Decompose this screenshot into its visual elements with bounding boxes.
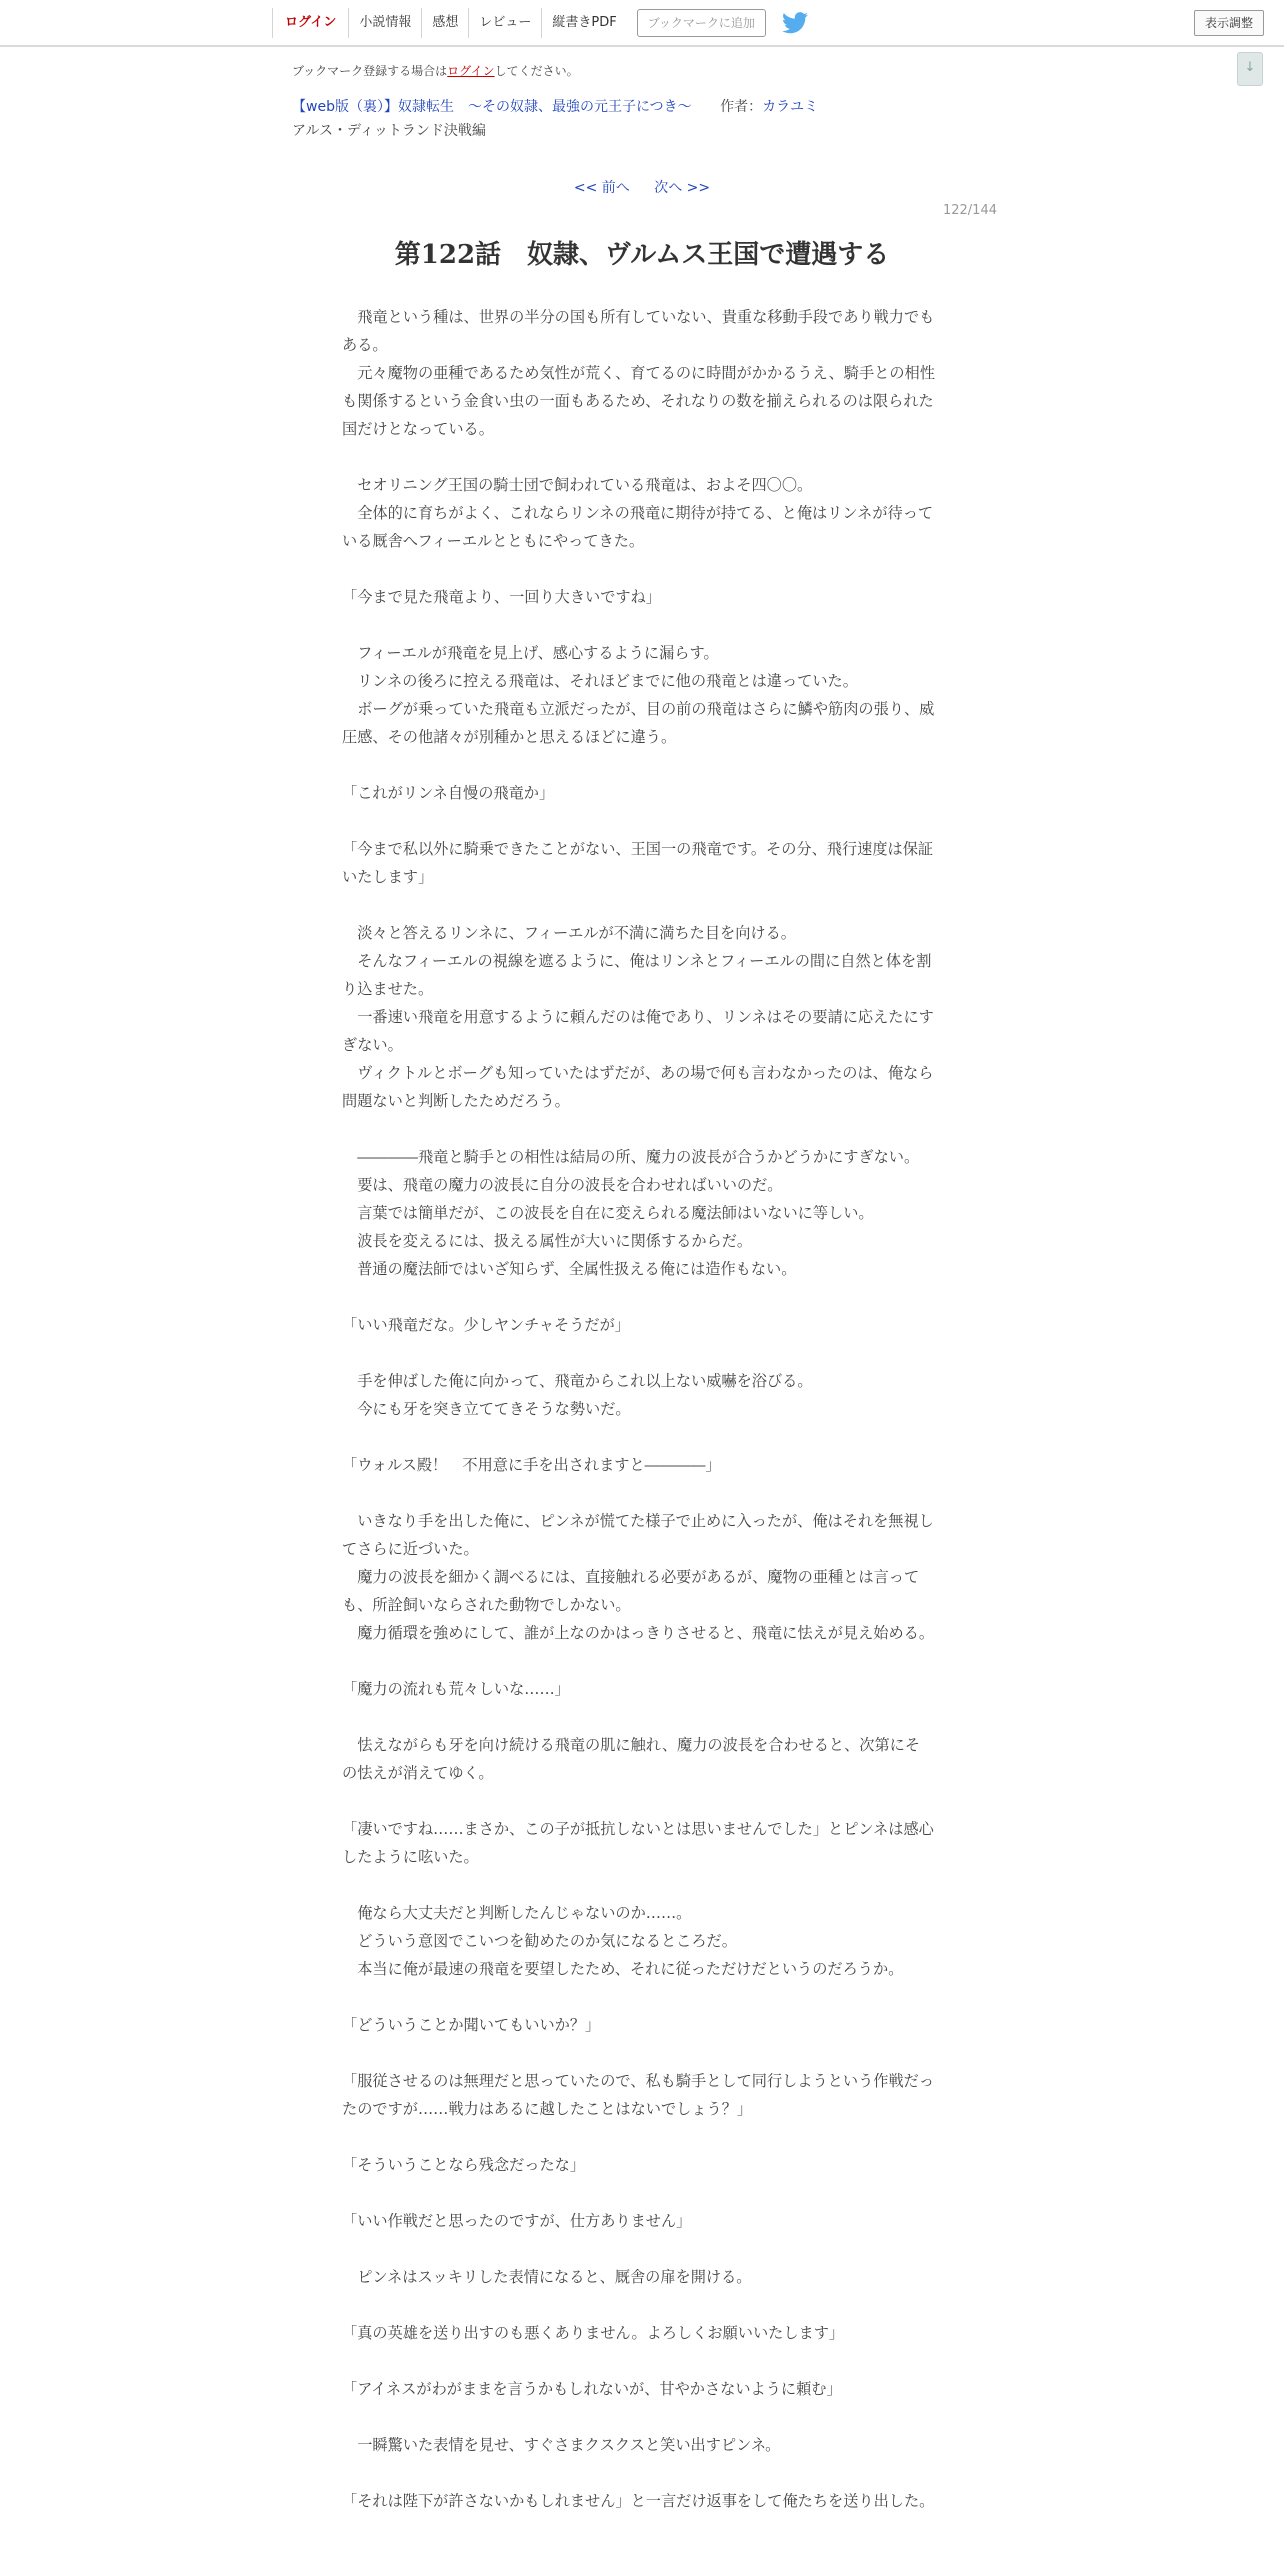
- body-paragraph: [342, 1339, 935, 1367]
- body-paragraph: [342, 2123, 935, 2151]
- body-paragraph: 「真の英雄を送り出すのも悪くありません。よろしくお願いいたします」: [342, 2324, 845, 2342]
- body-paragraph: 全体的に育ちがよく、これならリンネの飛竜に期待が持てる、と俺はリンネが待っている厩舎へフィーエルとともにやってきた。: [342, 504, 934, 550]
- body-paragraph: ――――飛竜と騎手との相性は結局の所、魔力の波長が合うかどうかにすぎない。: [342, 1148, 920, 1166]
- page-counter: 122/144: [942, 203, 997, 218]
- body-paragraph: 「どういうことか聞いてもいいか？」: [342, 2016, 601, 2034]
- body-paragraph: [342, 1423, 935, 1451]
- body-paragraph: [342, 1787, 935, 1815]
- body-paragraph: 手を伸ばした俺に向かって、飛竜からこれ以上ない威嚇を浴びる。: [342, 1372, 813, 1390]
- body-paragraph: 今にも牙を突き立ててきそうな勢いだ。: [342, 1400, 631, 1418]
- body-paragraph: そんなフィーエルの視線を遮るように、俺はリンネとフィーエルの間に自然と体を割り込ませた。: [342, 952, 932, 998]
- body-paragraph: 本当に俺が最速の飛竜を要望したため、それに従っただけだというのだろうか。: [342, 1960, 904, 1978]
- twitter-bird-icon[interactable]: [782, 12, 808, 34]
- body-paragraph: [342, 1115, 935, 1143]
- prev-chapter-link[interactable]: << 前へ: [573, 180, 630, 196]
- bookmark-note-before: ブックマーク登録する場合は: [292, 64, 448, 78]
- novel-info-link[interactable]: 小説情報: [348, 8, 421, 38]
- body-paragraph: [342, 443, 935, 471]
- body-paragraph: 「そういうことなら残念だったな」: [342, 2156, 585, 2174]
- vertical-pdf-link[interactable]: 縦書きPDF: [541, 8, 626, 38]
- body-paragraph: ヴィクトルとボーグも知っていたはずだが、あの場で何も言わなかったのは、俺なら問題ないと判断したためだろう。: [342, 1064, 934, 1110]
- body-paragraph: [342, 611, 935, 639]
- add-bookmark-button[interactable]: ブックマークに追加: [637, 9, 766, 37]
- body-paragraph: [342, 1983, 935, 2011]
- body-paragraph: 俺なら大丈夫だと判断したんじゃないのか……。: [342, 1904, 692, 1922]
- body-paragraph: ピンネはスッキリした表情になると、厩舎の扉を開ける。: [342, 2268, 752, 2286]
- episode-title: 第122話 奴隷、ヴルムス王国で遭遇する: [394, 240, 890, 270]
- series-header: [292, 96, 818, 116]
- main-nav: [272, 8, 808, 38]
- body-paragraph: 「今まで私以外に騎乗できたことがない、王国一の飛竜です。その分、飛行速度は保証いたします」: [342, 840, 934, 886]
- login-link[interactable]: ログイン: [272, 8, 348, 38]
- body-paragraph: 淡々と答えるリンネに、フィーエルが不満に満ちた目を向ける。: [342, 924, 796, 942]
- review-link[interactable]: レビュー: [468, 8, 541, 38]
- chapter-body: [342, 303, 935, 2515]
- body-paragraph: 「凄いですね……まさか、この子が抵抗しないとは思いませんでした」とピンネは感心したように呟いた。: [342, 1820, 934, 1866]
- body-paragraph: [342, 807, 935, 835]
- body-paragraph: [342, 1479, 935, 1507]
- body-paragraph: 一番速い飛竜を用意するように頼んだのは俺であり、リンネはその要請に応えたにすぎない。: [342, 1008, 934, 1054]
- body-paragraph: [342, 751, 935, 779]
- body-paragraph: 「ウォルス殿！ 不用意に手を出されますと――――」: [342, 1456, 721, 1474]
- series-title-link[interactable]: 【web版（裏）】奴隷転生 ～その奴隷、最強の元王子につき～: [292, 99, 692, 115]
- body-paragraph: 「今まで見た飛竜より、一回り大きいですね」: [342, 588, 661, 606]
- display-settings-button[interactable]: 表示調整: [1194, 10, 1264, 36]
- impressions-link[interactable]: 感想: [421, 8, 468, 38]
- body-paragraph: 「いい飛竜だな。少しヤンチャそうだが」: [342, 1316, 630, 1334]
- body-paragraph: [342, 2235, 935, 2263]
- body-paragraph: 魔力の波長を細かく調べるには、直接触れる必要があるが、魔物の亜種とは言っても、所詮飼いならされた動物でしかない。: [342, 1568, 920, 1614]
- body-paragraph: [342, 2347, 935, 2375]
- body-paragraph: 「アイネスがわがままを言うかもしれないが、甘やかさないように頼む」: [342, 2380, 842, 2398]
- body-paragraph: [342, 2179, 935, 2207]
- body-paragraph: [342, 1647, 935, 1675]
- body-paragraph: [342, 2459, 935, 2487]
- body-paragraph: [342, 1871, 935, 1899]
- body-paragraph: 言葉では簡単だが、この波長を自在に変えられる魔法師はいないに等しい。: [342, 1204, 874, 1222]
- scroll-down-button[interactable]: ↓: [1237, 52, 1263, 86]
- body-paragraph: どういう意図でこいつを勧めたのか気になるところだ。: [342, 1932, 737, 1950]
- body-paragraph: リンネの後ろに控える飛竜は、それほどまでに他の飛竜とは違っていた。: [342, 672, 858, 690]
- body-paragraph: 波長を変えるには、扱える属性が大いに関係するからだ。: [342, 1232, 753, 1250]
- body-paragraph: 普通の魔法師ではいざ知らず、全属性扱える俺には造作もない。: [342, 1260, 797, 1278]
- body-paragraph: [342, 2291, 935, 2319]
- arc-title: アルス・ディットランド決戦編: [292, 123, 486, 139]
- body-paragraph: セオリニング王国の騎士団で飼われている飛竜は、およそ四〇〇。: [342, 476, 813, 494]
- body-paragraph: 要は、飛竜の魔力の波長に自分の波長を合わせればいいのだ。: [342, 1176, 783, 1194]
- bookmark-login-note: [292, 62, 579, 79]
- body-paragraph: 「魔力の流れも荒々しいな……」: [342, 1680, 570, 1698]
- body-paragraph: [342, 2039, 935, 2067]
- body-paragraph: いきなり手を出した俺に、ピンネが慌てた様子で止めに入ったが、俺はそれを無視してさらに近づいた。: [342, 1512, 934, 1558]
- body-paragraph: 魔力循環を強めにして、誰が上なのかはっきりさせると、飛竜に怯えが見え始める。: [342, 1624, 935, 1642]
- body-paragraph: 「これがリンネ自慢の飛竜か」: [342, 784, 555, 802]
- chapter-pager: [0, 177, 1284, 197]
- author-label: 作者：: [720, 99, 763, 115]
- body-paragraph: 怯えながらも牙を向け続ける飛竜の肌に触れ、魔力の波長を合わせると、次第にその怯えが消えてゆく。: [342, 1736, 921, 1782]
- top-navigation-bar: [0, 0, 1284, 47]
- bookmark-note-after: してください。: [494, 64, 579, 78]
- body-paragraph: 「服従させるのは無理だと思っていたので、私も騎手として同行しようという作戦だったのですが……戦力はあるに越したことはないでしょう？」: [342, 2072, 935, 2118]
- body-paragraph: 「いい作戦だと思ったのですが、仕方ありません」: [342, 2212, 692, 2230]
- body-paragraph: ボーグが乗っていた飛竜も立派だったが、目の前の飛竜はさらに鱗や筋肉の張り、威圧感、その他諸々が別種かと思えるほどに違う。: [342, 700, 935, 746]
- body-paragraph: フィーエルが飛竜を見上げ、感心するように漏らす。: [342, 644, 719, 662]
- body-paragraph: [342, 555, 935, 583]
- body-paragraph: 元々魔物の亜種であるため気性が荒く、育てるのに時間がかかるうえ、騎手との相性も関係するという金食い虫の一面もあるため、それなりの数を揃えられるのは限られた国だけとなっている。: [342, 364, 935, 438]
- next-chapter-link[interactable]: 次へ >>: [654, 180, 711, 196]
- body-paragraph: 飛竜という種は、世界の半分の国も所有していない、貴重な移動手段であり戦力でもある。: [342, 308, 935, 354]
- author-link[interactable]: カラユミ: [762, 99, 819, 115]
- body-paragraph: [342, 1703, 935, 1731]
- bookmark-note-login-link[interactable]: ログイン: [447, 64, 495, 78]
- body-paragraph: [342, 891, 935, 919]
- body-paragraph: 「それは陛下が許さないかもしれません」と一言だけ返事をして俺たちを送り出した。: [342, 2492, 935, 2510]
- body-paragraph: [342, 2403, 935, 2431]
- body-paragraph: 一瞬驚いた表情を見せ、すぐさまクスクスと笑い出すピンネ。: [342, 2436, 781, 2454]
- body-paragraph: [342, 1283, 935, 1311]
